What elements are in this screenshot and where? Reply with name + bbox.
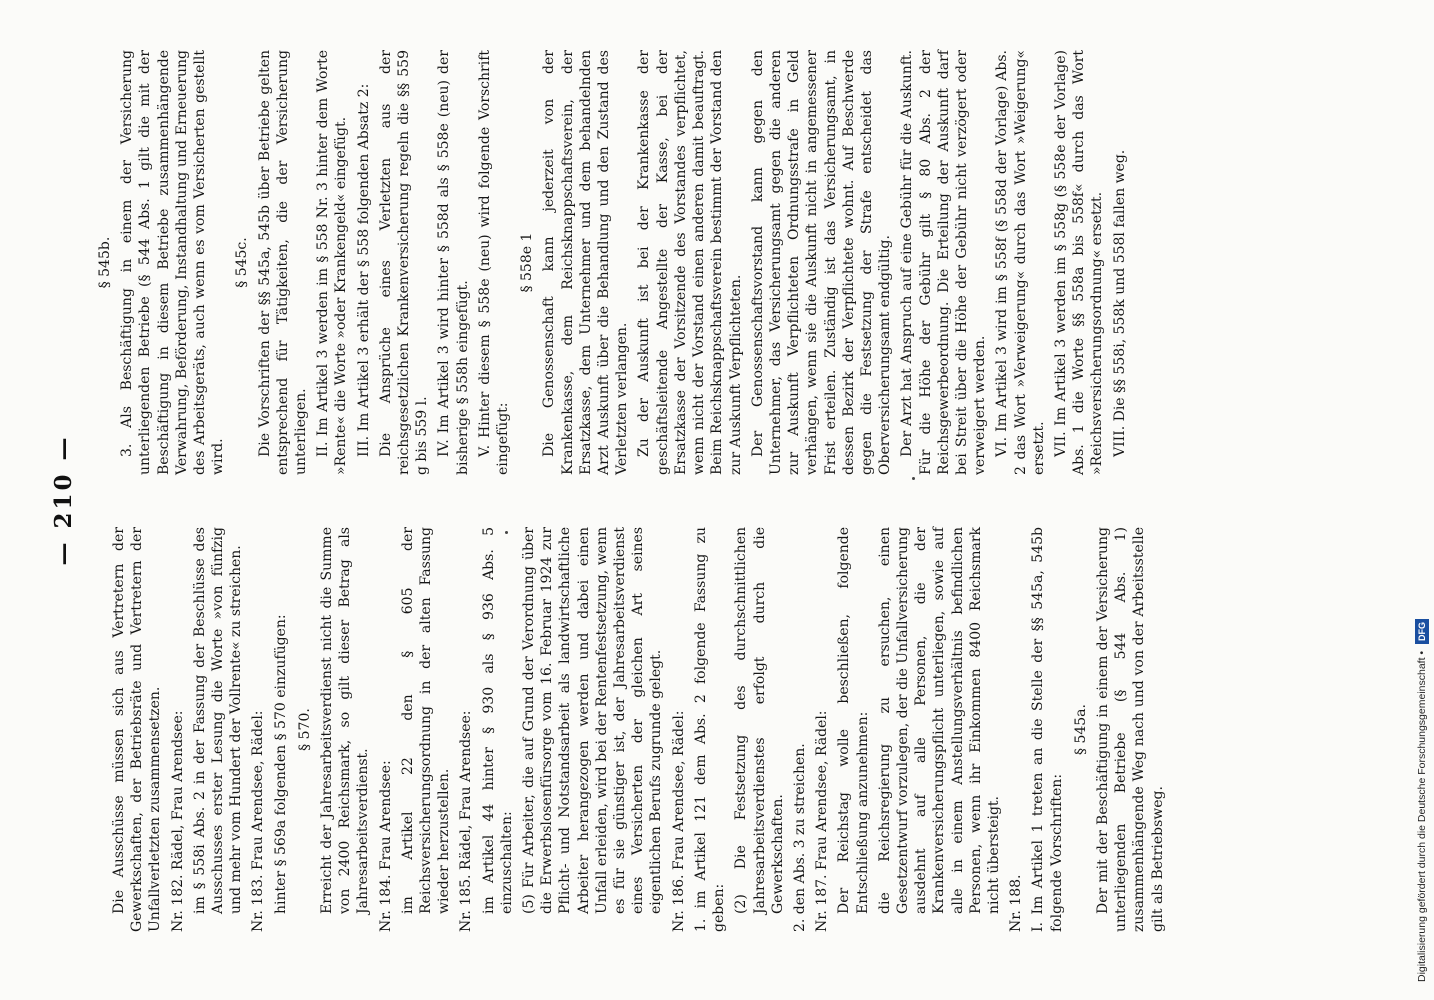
section-558e1-para-b: Zu der Auskunft ist bei der Krankenkasse der geschäftsleitende Angestellte der Kasse, bei der Ersatzkasse der Vorsitzende des Vorstandes verpflichtet, wenn nicht der Vorstand einen anderen damit beauftragt. Beim Reichsknappschaftsverein bestimmt der Vorstand den zur Auskunft Verpflichteten. [636,50,744,475]
motion-186-text: (2) Die Festsetzung des durchschnittlichen Jahresarbeitsverdienstes erfolgt durch die Gewerkschaften. [733,527,786,914]
article-viii: VIII. Die §§ 558i, 558k und 558l fallen weg. [1111,149,1128,457]
motion-188-body: I. Im Artikel 1 treten an die Stelle der §§ 545a, 545b folgende Vorschriften: [1030,527,1065,932]
watermark-text [1412,8,1432,992]
digitization-watermark [1412,8,1432,992]
motion-187-body: Der Reichstag wolle beschließen, folgende Entschließung anzunehmen: [836,527,871,914]
article-vi: VI. Im Artikel 3 wird im § 558f (§ 558d der Vorlage) Abs. 2 das Wort »Verweigerung« durch das Wort »Weigerung« ersetzt. [994,50,1047,475]
motion-187-text: die Reichsregierung zu ersuchen, einen Gesetzentwurf vorzulegen, der die Unfallversicherung ausdehnt auf alle Personen, die der Krankenversicherungspflicht unterliegen, sowie auf alle in einem Anstellungsverhältnis befindlichen Personen, wenn ihr Einkommen 8400 Reichsmark nicht übersteigt. [876,527,1002,914]
dfg-logo-icon: DFG [1415,619,1429,644]
motion-186-heading: Nr. 186. Frau Arendsee, Rädel: [670,710,687,932]
article-iii-text: Die Ansprüche eines Verletzten aus der reichsgesetzlichen Krankenversicherung regeln die §§ 559 g bis 559 l. [377,50,431,475]
section-558e1-heading: § 558e 1 [519,232,536,293]
section-570-text: Erreicht der Jahresarbeitsverdienst nicht die Summe von 2400 Reichsmark, so gilt dieser Betrag als Jahresarbeitsverdienst. [319,527,372,914]
speck-mark [912,477,915,480]
motion-185-text: (5) Für Arbeiter, die auf Grund der Verordnung über die Erwerbslosenfürsorge vom 16. Februar 1924 zur Pflicht- und Notstandsarbeit als landwirtschaftliche Arbeiter herangezogen werden und dabei einen Unfall erleiden, wird bei der Rentenfestsetzung, wenn es für sie günstiger ist, der Jahresarbeitsverdienst eines Versicherten der gleichen Art seines eigentlichen Berufs zugrunde gelegt. [521,527,665,914]
section-545a-heading: § 545a. [1072,704,1089,755]
motion-186-item-2: 2. den Abs. 3 zu streichen. [791,743,808,932]
article-ii: II. Im Artikel 3 werden im § 558 Nr. 3 hinter dem Worte »Rente« die Worte »oder Krankengeld« eingefügt. [315,50,350,475]
motion-187-heading: Nr. 187. Frau Arendsee, Rädel: [814,710,831,932]
motion-185-heading: Nr. 185. Rädel, Frau Arendsee: [458,710,475,932]
motion-182-heading: Nr. 182. Rädel, Frau Arendsee: [169,710,186,932]
intro-text: Die Ausschüsse müssen sich aus Vertretern der Gewerkschaften, der Betriebsräte und Vertretern der Unfallverletzten zusammensetzen. [111,527,164,932]
motion-182-body: im § 558i Abs. 2 in der Fassung der Beschlüsse des Ausschusses erster Lesung die Worte »von fünfzig und mehr vom Hundert der Vollrente« zu streichen. [191,527,245,914]
page-number: — 210 — [50,434,77,566]
motion-183-body: hinter § 569a folgenden § 570 einzufügen: [272,614,289,914]
section-570-heading: § 570. [296,708,313,751]
section-545b-heading: § 545b. [97,236,113,289]
article-iii: III. Im Artikel 3 erhält der § 558 folgenden Absatz 2: [355,83,372,457]
article-iv: IV. Im Artikel 3 wird hinter § 558d als § 558e (neu) der bisherige § 558h eingefügt. [436,50,471,475]
left-column [110,527,1171,932]
motion-186-item-1: 1. im Artikel 121 dem Abs. 2 folgende Fassung zu geben: [692,527,728,932]
article-vii: VII. Im Artikel 3 werden im § 558g (§ 558e der Vorlage) Abs. 1 die Worte §§ 558a bis 558f« durch das Wort »Reichsversicherungsordnung« ersetzt. [1052,50,1106,475]
speck-mark [505,531,508,534]
section-545c-text: Die Vorschriften der §§ 545a, 545b über Betriebe gelten entsprechend für Tätigkeiten, die der Versicherung unterliegen. [256,50,310,475]
section-558e1-para-c: Der Genossenschaftsvorstand kann gegen den Unternehmer, das Versicherungsamt gegen die anderen zur Auskunft Verpflichteten Ordnungsstrafe in Geld verhängen, wenn sie die Auskunft nicht in angemessener Frist erteilen. Zuständig ist das Versicherungsamt, in dessen Bezirk der Verpflichtete wohnt. Auf Beschwerde gegen die Festsetzung der Strafe entscheidet das Oberversicherungsamt endgültig. [749,50,894,475]
section-545c-heading: § 545c. [234,237,251,288]
section-558e1-para-a: Die Genossenschaft kann jederzeit von der Krankenkasse, dem Reichsknappschaftsverein, der Ersatzkasse, dem Unternehmer und dem behandelnden Arzt Auskunft über die Behandlung und den Zustand des Verletzten verlangen. [541,50,631,475]
motion-184-body: im Artikel 22 den § 605 der Reichsversicherungsordnung in der alten Fassung wieder herzustellen. [399,527,453,914]
article-v: V. Hinter diesem § 558e (neu) wird folgende Vorschrift eingefügt: [476,50,512,475]
motion-185-body: im Artikel 44 hinter § 930 als § 936 Abs. 5 einzuschalten: [480,527,515,914]
motion-183-heading: Nr. 183. Frau Arendsee, Rädel: [250,710,267,932]
right-column [90,50,1133,475]
section-545b-text: 3. Als Beschäftigung in einem der Versicherung unterliegenden Betriebe (§ 544 Abs. 1 gilt die mit der Beschäftigung in diesem Betriebe zusammenhängende Verwahrung, Beförderung, Instandhaltung und Erneuerung des Arbeitsgeräts, auch wenn es vom Versicherten gestellt wird. [119,50,227,475]
watermark-caption: Digitalisierung gefördert durch die Deutsche Forschungsgemeinschaft • [1416,650,1428,982]
section-545a-text: Der mit der Beschäftigung in einem der Versicherung unterliegenden Betriebe (§ 544 Abs. 1) zusammenhängende Weg nach und von der Arbeitsstelle gilt als Betriebsweg. [1094,527,1166,932]
section-558e1-para-d: Der Arzt hat Anspruch auf eine Gebühr für die Auskunft. Für die Höhe der Gebühr gilt § 80 Abs. 2 der Reichsgewerbeordnung. Die Erteilung der Auskunft darf bei Streit über die Höhe der Gebühr nicht verzögert oder verweigert werden. [899,50,989,475]
motion-184-heading: Nr. 184. Frau Arendsee: [377,760,394,932]
motion-188-heading: Nr. 188. [1008,874,1025,932]
